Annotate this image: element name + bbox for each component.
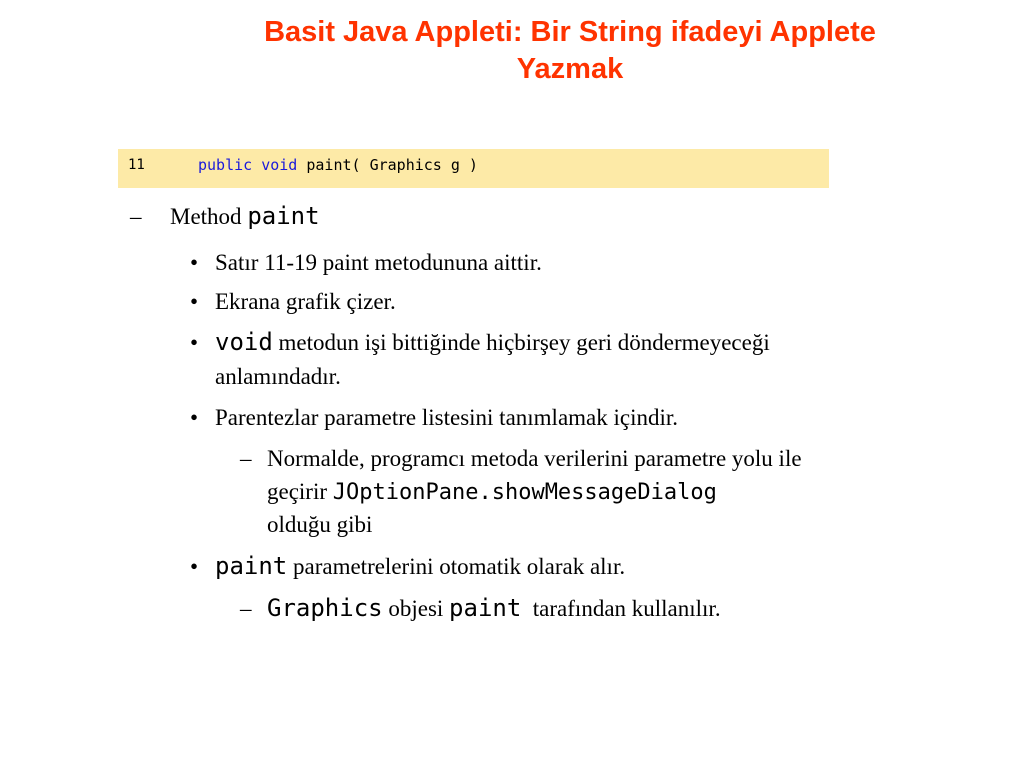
title-line-1: Basit Java Appleti: Bir String ifadeyi Applete: [264, 16, 876, 48]
sub-bullet-5-text-1: objesi: [388, 596, 444, 621]
bullet-marker: •: [190, 405, 199, 430]
bullet-item-3-text: metodun işi bittiğinde hiçbirşey geri döndermeyeceği: [278, 330, 770, 355]
bullet-marker: •: [190, 289, 199, 314]
sub-bullet-5-text-2: tarafından kullanılır.: [532, 596, 721, 621]
title-line-2: Yazmak: [516, 53, 624, 85]
bullet-item-3-text-continued: anlamındadır.: [215, 364, 341, 389]
bullet-marker: •: [190, 250, 199, 275]
bullet-item-1-text: Satır 11-19 paint metodununa aittir.: [215, 250, 542, 275]
sub-bullet-4-line-1: Normalde, programcı metoda verilerini parametre yolu ile: [267, 446, 802, 471]
sub-bullet-4-line-2-code: JOptionPane.showMessageDialog: [332, 480, 717, 505]
code-snippet: [118, 149, 829, 188]
bullet-item-5-text: parametrelerini otomatik olarak alır.: [293, 554, 626, 579]
dash-marker: –: [130, 204, 142, 229]
code-line-number: 11: [128, 157, 145, 173]
sub-bullet-4-line-2-text: geçirir: [267, 479, 328, 504]
bullet-marker: •: [190, 330, 199, 355]
sub-bullet-5-code-2: paint: [449, 594, 522, 622]
sub-bullet-4-line-3: olduğu gibi: [267, 512, 373, 537]
bullet-method-text: Method: [170, 204, 242, 229]
code-line: [198, 149, 478, 181]
dash-marker: –: [240, 596, 252, 621]
code-signature: paint( Graphics g ): [306, 156, 478, 174]
bullet-item-2-text: Ekrana grafik çizer.: [215, 289, 396, 314]
bullet-marker: •: [190, 554, 199, 579]
sub-bullet-5-code-1: Graphics: [267, 594, 383, 622]
code-keyword-void: void: [261, 156, 298, 174]
bullet-method-code: paint: [247, 202, 320, 230]
code-keyword-public: public: [198, 156, 253, 174]
dash-marker: –: [240, 446, 252, 471]
bullet-item-5-code: paint: [215, 552, 288, 580]
bullet-item-4-text: Parentezlar parametre listesini tanımlamak içindir.: [215, 405, 679, 430]
bullet-item-3-code: void: [215, 328, 273, 356]
slide-title: [160, 14, 980, 88]
